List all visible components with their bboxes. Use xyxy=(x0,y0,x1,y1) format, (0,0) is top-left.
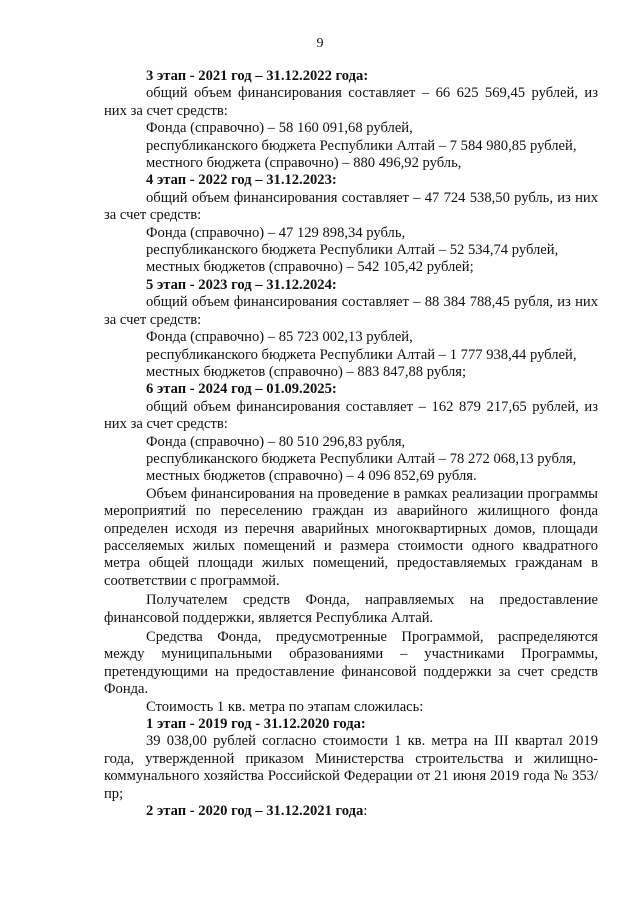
stage3-total: общий объем финансирования составляет – 66 625 569,45 рублей, из них за счет средств: xyxy=(104,85,598,119)
stage3-local: местного бюджета (справочно) – 880 496,92 рубль, xyxy=(146,155,462,172)
stage3-republic: республиканского бюджета Республики Алтай – 7 584 980,85 рублей, xyxy=(146,137,577,154)
paragraph-cost-intro: Стоимость 1 кв. метра по этапам сложилась: xyxy=(146,698,424,715)
stage4-fund: Фонда (справочно) – 47 129 898,34 рубль, xyxy=(146,224,406,241)
cost-stage2-heading xyxy=(104,803,598,820)
document-body xyxy=(104,68,598,820)
stage3-heading: 3 этап - 2021 год – 31.12.2022 года: xyxy=(146,68,369,84)
cost-stage1-text: 39 038,00 рублей согласно стоимости 1 кв. метра на III квартал 2019 года, утвержденной приказом Министерства строительства и жилищно-коммунального хозяйства Российской Федерации от 21 июня 2019 года № 353/пр; xyxy=(104,733,598,802)
cost-stage2-heading-text: 2 этап - 2020 год – 31.12.2021 года xyxy=(146,803,364,820)
stage5-local: местных бюджетов (справочно) – 883 847,88 рубля; xyxy=(146,363,467,380)
cost-stage2-heading-suffix: : xyxy=(363,803,368,820)
stage4-heading: 4 этап - 2022 год – 31.12.2023: xyxy=(146,172,337,189)
paragraph-distribution: Средства Фонда, предусмотренные Программой, распределяются между муниципальными образованиями – участниками Программы, претендующими на предоставление финансовой поддержки за счет средств Фонда. xyxy=(104,629,598,698)
stage6-heading: 6 этап - 2024 год – 01.09.2025: xyxy=(146,381,337,398)
stage6-republic: республиканского бюджета Республики Алтай – 78 272 068,13 рубля, xyxy=(146,450,577,467)
stage4-republic: республиканского бюджета Республики Алтай – 52 534,74 рублей, xyxy=(146,242,559,259)
stage5-total: общий объем финансирования составляет – 88 384 788,45 рубля, из них за счет средств: xyxy=(104,294,598,328)
stage6-fund: Фонда (справочно) – 80 510 296,83 рубля, xyxy=(146,433,406,450)
stage5-fund: Фонда (справочно) – 85 723 002,13 рублей, xyxy=(146,329,413,346)
paragraph-volume: Объем финансирования на проведение в рамках реализации программы мероприятий по переселению граждан из аварийного жилищного фонда определен исходя из перечня аварийных многоквартирных домов, площади расселяемых жилых помещений и размера стоимости одного квадратного метра общей площади жилых помещений, предоставляемых гражданам в соответствии с программой. xyxy=(104,485,598,589)
stage3-fund: Фонда (справочно) – 58 160 091,68 рублей, xyxy=(146,120,413,137)
stage6-total: общий объем финансирования составляет – 162 879 217,65 рублей, из них за счет средств: xyxy=(104,398,598,433)
stage5-heading: 5 этап - 2023 год – 31.12.2024: xyxy=(146,276,337,293)
paragraph-recipient: Получателем средств Фонда, направляемых на предоставление финансовой поддержки, является Республика Алтай. xyxy=(104,592,598,626)
stage6-local: местных бюджетов (справочно) – 4 096 852,69 рубля. xyxy=(146,468,477,485)
page-number: 9 xyxy=(316,36,324,51)
stage4-local: местных бюджетов (справочно) – 542 105,42 рублей; xyxy=(146,259,474,276)
cost-stage1-heading: 1 этап - 2019 год - 31.12.2020 года: xyxy=(146,716,366,733)
stage4-total: общий объем финансирования составляет – 47 724 538,50 рубль, из них за счет средств: xyxy=(104,189,598,224)
stage5-republic: республиканского бюджета Республики Алтай – 1 777 938,44 рублей, xyxy=(146,346,577,363)
